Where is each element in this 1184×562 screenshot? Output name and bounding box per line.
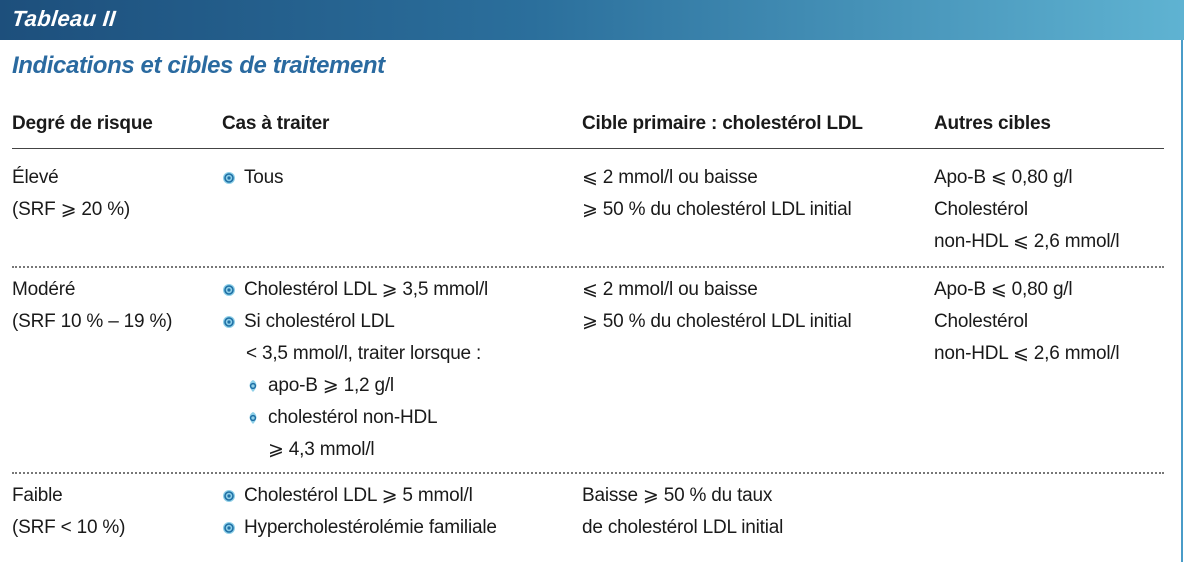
- risk-range: (SRF 10 % – 19 %): [12, 311, 173, 332]
- bullet-item: Tous: [222, 162, 283, 194]
- row-2-risk: [12, 274, 172, 338]
- risk-level: Modéré: [12, 279, 76, 300]
- header-primary-target: Cible primaire : cholestérol LDL: [582, 113, 863, 134]
- row-3-cases: [222, 480, 497, 544]
- bullet-item: Cholestérol LDL ⩾ 3,5 mmol/l: [222, 274, 488, 306]
- table-label: Tableau II: [10, 6, 118, 31]
- bullet-item: Hypercholestérolémie familiale: [222, 512, 497, 544]
- spiral-bullet-icon: [222, 489, 236, 503]
- row-2-other-targets: Apo-B ⩽ 0,80 g/l Cholestérol non-HDL ⩽ 2,6 mmol/l: [934, 279, 1120, 364]
- sub-bullet-icon: [246, 379, 260, 393]
- header-cases: Cas à traiter: [222, 113, 330, 134]
- table-title-bar: [0, 0, 1184, 40]
- sub-bullet-item: apo-B ⩾ 1,2 g/l: [222, 370, 488, 402]
- row-divider: [12, 472, 1164, 474]
- risk-range: (SRF < 10 %): [12, 517, 126, 538]
- risk-level: Élevé: [12, 167, 59, 188]
- row-1-risk: [12, 162, 130, 226]
- header-risk: Degré de risque: [12, 113, 153, 134]
- header-other-targets: Autres cibles: [934, 113, 1051, 134]
- right-border: [1181, 40, 1183, 562]
- sub-bullet-item: cholestérol non-HDL: [222, 402, 488, 434]
- bullet-item: Si cholestérol LDL: [222, 306, 488, 338]
- bullet-item: Cholestérol LDL ⩾ 5 mmol/l: [222, 480, 497, 512]
- spiral-bullet-icon: [222, 315, 236, 329]
- table-title: Indications et cibles de traitement: [12, 52, 385, 79]
- row-1-cases: [222, 162, 283, 194]
- row-1-other-targets: Apo-B ⩽ 0,80 g/l Cholestérol non-HDL ⩽ 2,6 mmol/l: [934, 167, 1120, 252]
- row-2-primary-target: ⩽ 2 mmol/l ou baisse ⩾ 50 % du cholestérol LDL initial: [582, 279, 852, 332]
- header-divider: [12, 148, 1164, 149]
- row-divider: [12, 266, 1164, 268]
- row-2-cases: Cholestérol LDL ⩾ 3,5 mmol/l Si cholestérol LDL < 3,5 mmol/l, traiter lorsque : apo-B ⩾ 1,2 g/l cholestérol non-HDL ⩾ 4,3 mmol/l: [222, 274, 488, 466]
- spiral-bullet-icon: [222, 283, 236, 297]
- risk-level: Faible: [12, 485, 63, 506]
- risk-range: (SRF ⩾ 20 %): [12, 199, 131, 220]
- row-3-primary-target: Baisse ⩾ 50 % du taux de cholestérol LDL initial: [582, 485, 784, 538]
- spiral-bullet-icon: [222, 171, 236, 185]
- row-1-primary-target: ⩽ 2 mmol/l ou baisse ⩾ 50 % du cholestérol LDL initial: [582, 167, 852, 220]
- spiral-bullet-icon: [222, 521, 236, 535]
- row-3-risk: [12, 480, 125, 544]
- sub-bullet-icon: [246, 411, 260, 425]
